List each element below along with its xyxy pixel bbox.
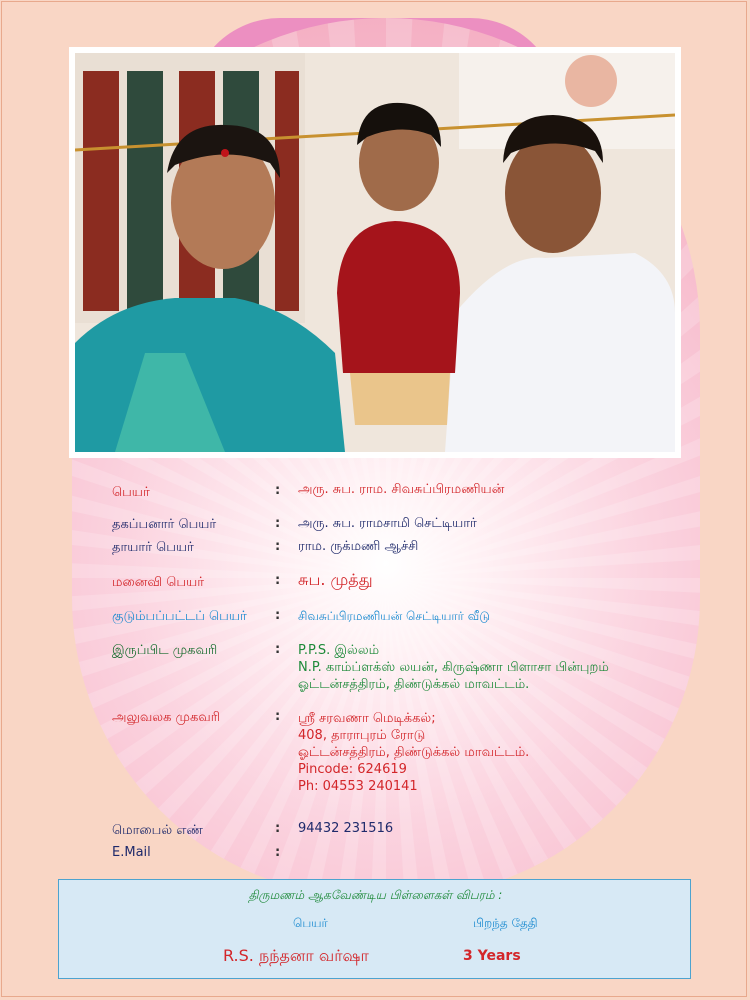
children-title: திருமணம் ஆகவேண்டிய பிள்ளைகள் விபரம் : bbox=[248, 888, 503, 902]
mother-label: தாயார் பெயர் bbox=[112, 540, 194, 555]
father-colon: : bbox=[275, 516, 281, 531]
mother-value: ராம. ருக்மணி ஆச்சி bbox=[298, 539, 419, 554]
office-line-2: 408, தாராபுரம் ரோடு bbox=[298, 728, 426, 743]
family-label: குடும்பப்பட்டப் பெயர் bbox=[112, 609, 247, 624]
residence-line-3: ஓட்டன்சத்திரம், திண்டுக்கல் மாவட்டம். bbox=[298, 677, 530, 692]
residence-line-2: N.P. காம்ப்ளக்ஸ் லயன், கிருஷ்ணா பிளாசா பின்புறம் bbox=[298, 660, 609, 675]
email-label: E.Mail bbox=[112, 845, 151, 860]
family-photo-frame bbox=[69, 47, 681, 458]
family-colon: : bbox=[275, 608, 281, 623]
office-phone: Ph: 04553 240141 bbox=[298, 779, 418, 794]
father-value: அரு. சுப. ராமசாமி செட்டியார் bbox=[298, 516, 477, 531]
children-details-box bbox=[58, 879, 691, 979]
children-birth-header: பிறந்த தேதி bbox=[473, 916, 538, 930]
children-name-header: பெயர் bbox=[293, 916, 328, 930]
office-address bbox=[298, 710, 529, 795]
wife-value: சுப. முத்து bbox=[298, 570, 373, 589]
name-value: அரு. சுப. ராம. சிவசுப்பிரமணியன் bbox=[298, 482, 505, 497]
wife-colon: : bbox=[275, 573, 281, 588]
office-line-3: ஓட்டன்சத்திரம், திண்டுக்கல் மாவட்டம். bbox=[298, 745, 530, 760]
office-pincode: Pincode: 624619 bbox=[298, 762, 407, 777]
residence-label: இருப்பிட முகவரி bbox=[112, 643, 218, 658]
child-age: 3 Years bbox=[463, 948, 521, 964]
name-label: பெயர் bbox=[112, 485, 150, 500]
office-label: அலுவலக முகவரி bbox=[112, 710, 221, 725]
office-colon: : bbox=[275, 709, 281, 724]
father-label: தகப்பனார் பெயர் bbox=[112, 517, 217, 532]
family-photo bbox=[75, 53, 675, 452]
email-colon: : bbox=[275, 845, 281, 860]
mother-colon: : bbox=[275, 539, 281, 554]
wife-label: மனைவி பெயர் bbox=[112, 575, 205, 590]
mobile-colon: : bbox=[275, 821, 281, 836]
child-name: R.S. நந்தனா வர்ஷா bbox=[223, 946, 369, 965]
mobile-value: 94432 231516 bbox=[298, 821, 394, 836]
office-line-1: ஸ்ரீ சரவணா மெடிக்கல்; bbox=[298, 711, 436, 726]
residence-line-1: P.P.S. இல்லம் bbox=[298, 643, 380, 658]
residence-address bbox=[298, 642, 609, 693]
name-colon: : bbox=[275, 483, 281, 498]
mobile-label: மொபைல் எண் bbox=[112, 823, 203, 838]
family-value: சிவசுப்பிரமணியன் செட்டியார் வீடு bbox=[298, 609, 490, 623]
residence-colon: : bbox=[275, 642, 281, 657]
